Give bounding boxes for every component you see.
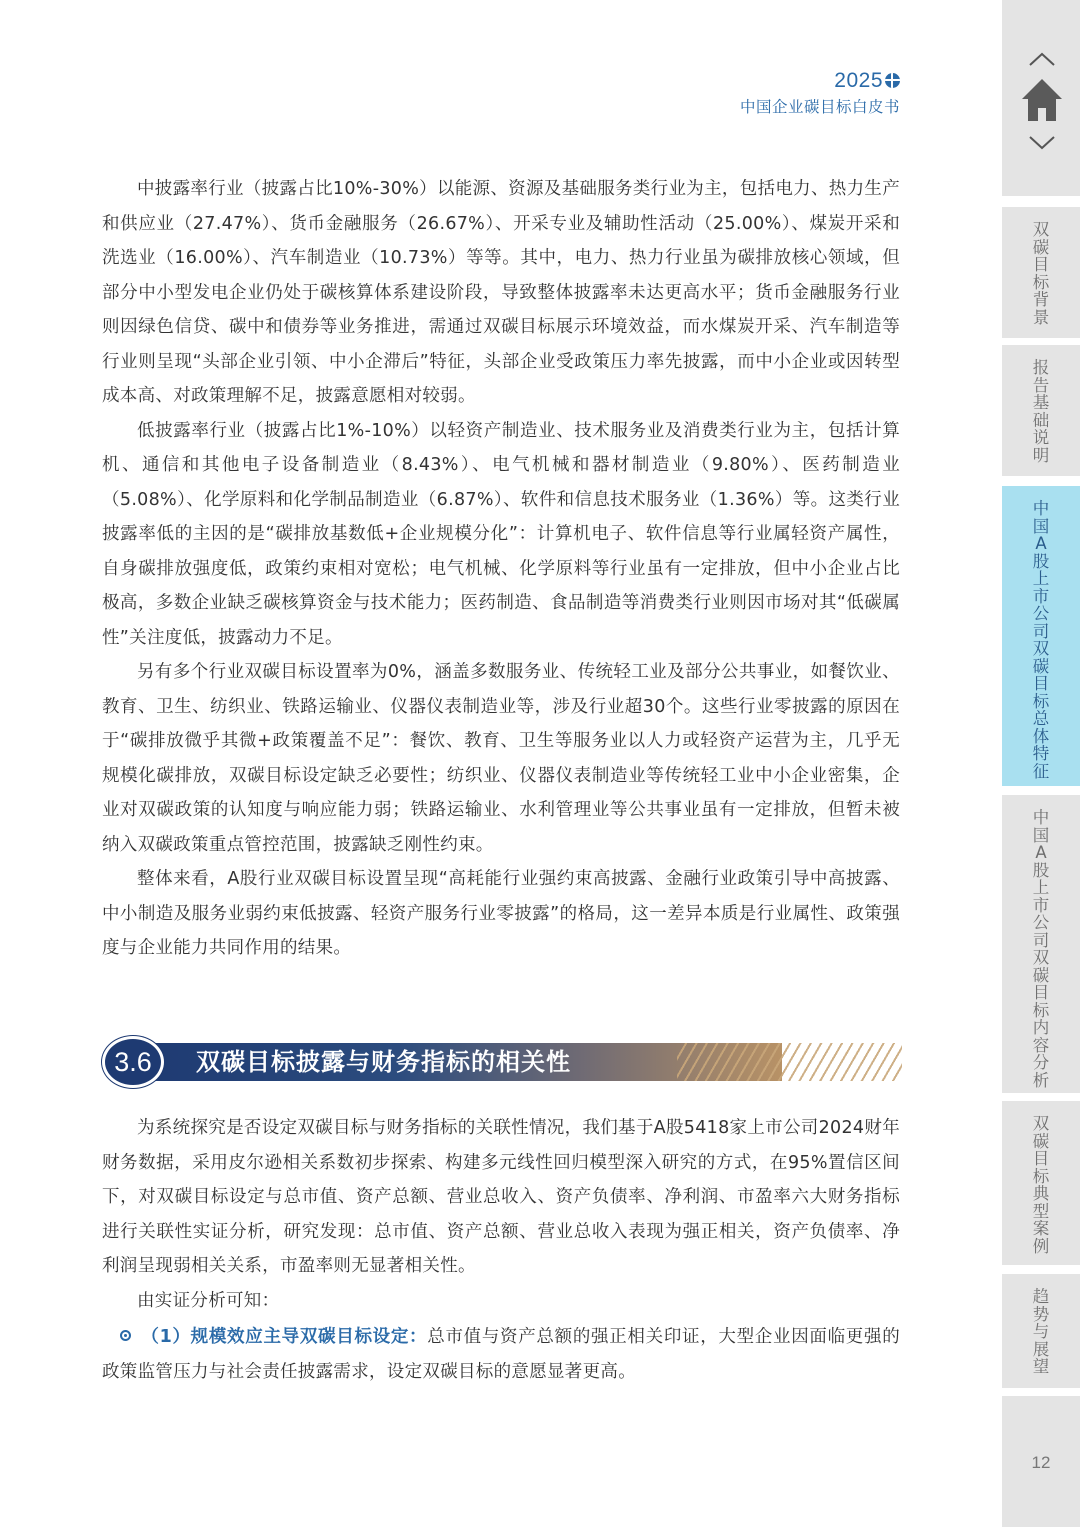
chevron-down-icon[interactable] <box>1029 136 1055 150</box>
chapter-sidebar <box>1002 0 1080 1527</box>
bullet-lead: （1）规模效应主导双碳目标设定： <box>141 1327 428 1347</box>
page-number: 12 <box>1002 1396 1080 1527</box>
tab-overall-features[interactable] <box>1002 486 1080 786</box>
nav-controls <box>1002 0 1080 196</box>
tab-label: 双碳目标典型案例 <box>1032 1114 1050 1256</box>
tab-label: 趋势与展望 <box>1032 1287 1050 1376</box>
section-heading-stripes <box>677 1043 902 1081</box>
paragraph: 另有多个行业双碳目标设置率为0%，涵盖多数服务业、传统轻工业及部分公共事业，如餐饮业、教育、卫生、纺织业、铁路运输业、仪器仪表制造业等，涉及行业超30个。这些行业零披露的原因在于“碳排放微乎其微+政策覆盖不足”：餐饮、教育、卫生等服务业以人力或轻资产运营为主，几乎无规模化碳排放，双碳目标设定缺乏必要性；纺织业、仪器仪表制造业等传统轻工业中小企业密集，企业对双碳政策的认知度与响应能力弱；铁路运输业、水利管理业等公共事业虽有一定排放，但暂未被纳入双碳政策重点管控范围，披露缺乏刚性约束。 <box>102 662 900 855</box>
tab-label: 中国A股上市公司双碳目标内容分析 <box>1032 808 1050 1090</box>
paragraph: 为系统探究是否设定双碳目标与财务指标的关联性情况，我们基于A股5418家上市公司2024财年财务数据，采用皮尔逊相关系数初步探索、构建多元线性回归模型深入研究的方式，在95%置信区间下，对双碳目标设定与总市值、资产总额、营业总收入、资产负债率、净利润、市盈率六大财务指标进行关联性实证分析，研究发现：总市值、资产总额、营业总收入表现为强正相关，资产负债率、净利润呈现弱相关关系，市盈率则无显著相关性。 <box>102 1118 900 1276</box>
bullet-text: 总市值与资产总额的强正相关印证，大型企业因面临更强的政策监管压力与社会责任披露需求，设定双碳目标的意愿显著更高。 <box>102 1327 900 1382</box>
body-text-top <box>102 172 900 966</box>
paragraph: 低披露率行业（披露占比1%-10%）以轻资产制造业、技术服务业及消费类行业为主，包括计算机、通信和其他电子设备制造业（8.43%）、电气机械和器材制造业（9.80%）、医药制造业（5.08%）、化学原料和化学制品制造业（6.87%）、软件和信息技术服务业（1.36%）等。这类行业披露率低的主因的是“碳排放基数低+企业规模分化”：计算机电子、软件信息等行业属轻资产属性，自身碳排放强度低，政策约束相对宽松；电气机械、化学原料等行业虽有一定排放，但中小企业占比极高，多数企业缺乏碳核算资金与技术能力；医药制造、食品制造等消费类行业则因市场对其“低碳属性”关注度低，披露动力不足。 <box>102 420 900 648</box>
paragraph: 整体来看，A股行业双碳目标设置呈现“高耗能行业强约束高披露、金融行业政策引导中高披露、中小制造及服务业弱约束低披露、轻资产服务行业零披露”的格局，这一差异本质是行业属性、政策强度与企业能力共同作用的结果。 <box>102 869 900 958</box>
section-number: 3.6 <box>102 1036 164 1088</box>
body-text-bottom <box>102 1111 900 1318</box>
chevron-up-icon[interactable] <box>1029 52 1055 66</box>
report-year-text: 2025 <box>834 69 883 92</box>
report-year <box>740 68 900 94</box>
section-heading <box>102 1036 902 1088</box>
paragraph: 由实证分析可知： <box>137 1290 280 1311</box>
tab-background[interactable] <box>1002 207 1080 338</box>
tab-content-analysis[interactable] <box>1002 795 1080 1093</box>
tab-label: 中国A股上市公司双碳目标总体特征 <box>1032 499 1050 781</box>
report-title: 中国企业碳目标白皮书 <box>739 98 900 116</box>
section-title: 双碳目标披露与财务指标的相关性 <box>196 1048 571 1076</box>
tab-cases[interactable] <box>1002 1101 1080 1265</box>
tab-outlook[interactable] <box>1002 1274 1080 1388</box>
page-header <box>740 68 900 118</box>
bullet-item <box>102 1320 900 1389</box>
tab-label: 报告基础说明 <box>1032 358 1050 465</box>
globe-icon <box>885 73 900 88</box>
tab-label: 双碳目标背景 <box>1032 220 1050 327</box>
paragraph: 中披露率行业（披露占比10%-30%）以能源、资源及基础服务类行业为主，包括电力、热力生产和供应业（27.47%）、货币金融服务（26.67%）、开采专业及辅助性活动（25.00%）、煤炭开采和洗选业（16.00%）、汽车制造业（10.73%）等等。其中，电力、热力行业虽为碳排放核心领域，但部分中小型发电企业仍处于碳核算体系建设阶段，导致整体披露率未达更高水平；货币金融服务行业则因绿色信贷、碳中和债券等业务推进，需通过双碳目标展示环境效益，而水煤炭开采、汽车制造等行业则呈现“头部企业引领、中小企滞后”特征，头部企业受政策压力率先披露，而中小企业或因转型成本高、对政策理解不足，披露意愿相对较弱。 <box>102 179 900 406</box>
bullet-icon <box>120 1330 131 1341</box>
tab-basics[interactable] <box>1002 345 1080 476</box>
home-icon[interactable] <box>1021 78 1063 122</box>
